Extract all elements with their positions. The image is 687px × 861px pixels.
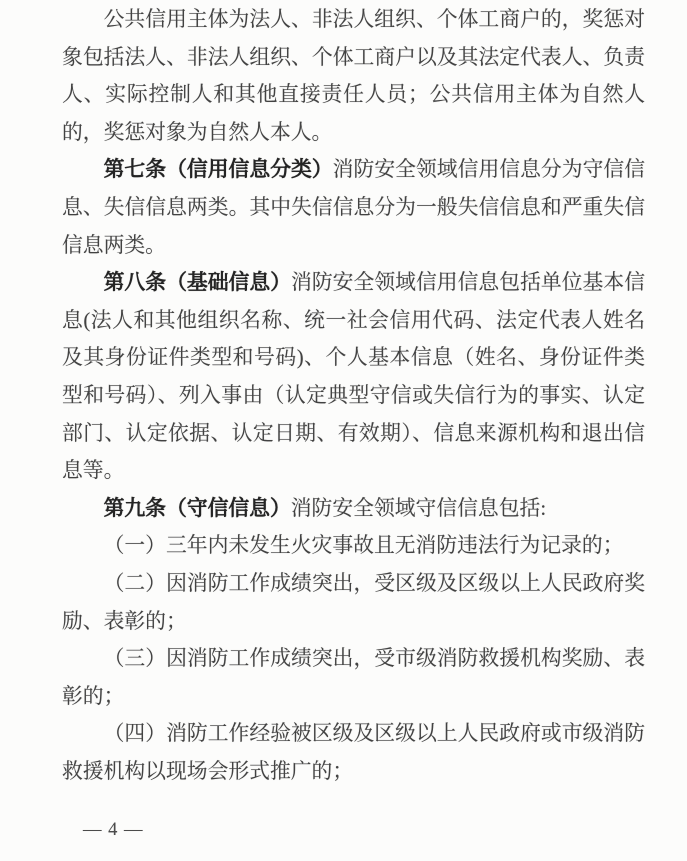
article-7 [62,151,645,264]
paragraph-text: （一）三年内未发生火灾事故且无消防违法行为记录的； [103,534,624,558]
list-item-2 [62,565,645,640]
article-7-heading: 第七条（信用信息分类） [103,158,333,182]
document-body [62,1,645,790]
paragraph-text: （二）因消防工作成绩突出，受区级及区级以上人民政府奖励、表彰的； [62,571,645,633]
paragraph-text: 消防安全领域守信信息包括: [290,496,547,520]
paragraph-text: 公共信用主体为法人、非法人组织、个体工商户的，奖惩对象包括法人、非法人组织、个体工商户以及其法定代表人、负责人、实际控制人和其他直接责任人员；公共信用主体为自然人的，奖惩对象为自然人本人。 [62,8,645,144]
paragraph-text: （四）消防工作经验被区级及区级以上人民政府或市级消防救援机构以现场会形式推广的； [62,722,645,783]
article-8-heading: 第八条（基础信息） [103,271,292,295]
article-9-heading: 第九条（守信信息） [103,496,291,520]
paragraph-text: 消防安全领域信用信息分为守信信息、失信信息两类。其中失信信息分为一般失信信息和严重失信信息两类。 [62,158,646,257]
paragraph-text: 消防安全领域信用信息包括单位基本信息(法人和其他组织名称、统一社会信用代码、法定代表人姓名及其身份证件类型和号码)、个人基本信息（姓名、身份证件类型和号码）、列入事由（认定典型守信或失信行为的事实、认定部门、认定依据、认定日期、有效期）、信息来源机构和退出信息等。 [62,271,646,483]
paragraph-credit-subjects [62,1,645,151]
list-item-3 [62,640,645,715]
list-item-4 [62,715,645,790]
article-9 [62,490,645,528]
page-number: — 4 — [83,820,144,840]
article-8 [62,264,645,490]
list-item-1 [62,527,645,565]
paragraph-text: （三）因消防工作成绩突出，受市级消防救援机构奖励、表彰的； [62,647,645,708]
